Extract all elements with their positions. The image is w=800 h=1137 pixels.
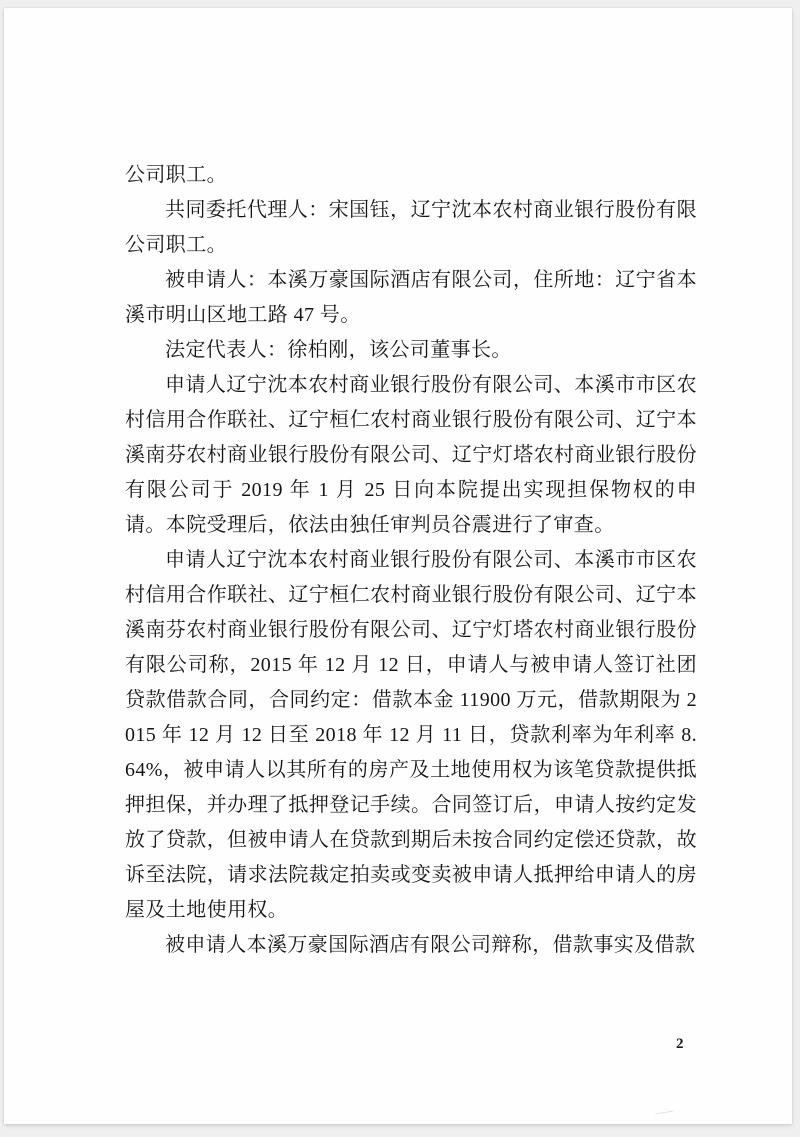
paragraph-respondent-defense: 被申请人本溪万豪国际酒店有限公司辩称，借款事实及借款: [165, 934, 696, 956]
document-body: [125, 158, 697, 963]
scan-artifact: [655, 1111, 674, 1123]
page-number: 2: [676, 1036, 684, 1052]
document-page: [4, 8, 792, 1124]
paragraph-application-filing: 申请人辽宁沈本农村商业银行股份有限公司、本溪市市区农村信用合作联社、辽宁桓仁农村商业银行股份有限公司、辽宁本溪南芬农村商业银行股份有限公司、辽宁灯塔农村商业银行股份有限公司于 2019 年 1 月 25 日向本院提出实现担保物权的申请。本院受理后，依法由独任审判员谷震进行了审查。: [125, 374, 697, 536]
paragraph-joint-agent: 共同委托代理人：宋国钰，辽宁沈本农村商业银行股份有限公司职工。: [125, 199, 697, 256]
paragraph-respondent: 被申请人：本溪万豪国际酒店有限公司，住所地：辽宁省本溪市明山区地工路 47 号。: [125, 269, 697, 326]
paragraph-legal-representative: 法定代表人：徐柏刚，该公司董事长。: [165, 339, 512, 361]
paragraph-continuation: 公司职工。: [125, 164, 227, 186]
paragraph-applicant-claims: 申请人辽宁沈本农村商业银行股份有限公司、本溪市市区农村信用合作联社、辽宁桓仁农村商业银行股份有限公司、辽宁本溪南芬农村商业银行股份有限公司、辽宁灯塔农村商业银行股份有限公司称，2015 年 12 月 12 日，申请人与被申请人签订社团贷款借款合同，合同约定：借款本金 11900 万元，借款期限为 2015 年 12 月 12 日至 2018 年 12 月 11 日，贷款利率为年利率 8.64%，被申请人以其所有的房产及土地使用权为该笔贷款提供抵押担保，并办理了抵押登记手续。合同签订后，申请人按约定发放了贷款，但被申请人在贷款到期后未按合同约定偿还贷款，故诉至法院，请求法院裁定拍卖或变卖被申请人抵押给申请人的房屋及土地使用权。: [125, 549, 697, 921]
